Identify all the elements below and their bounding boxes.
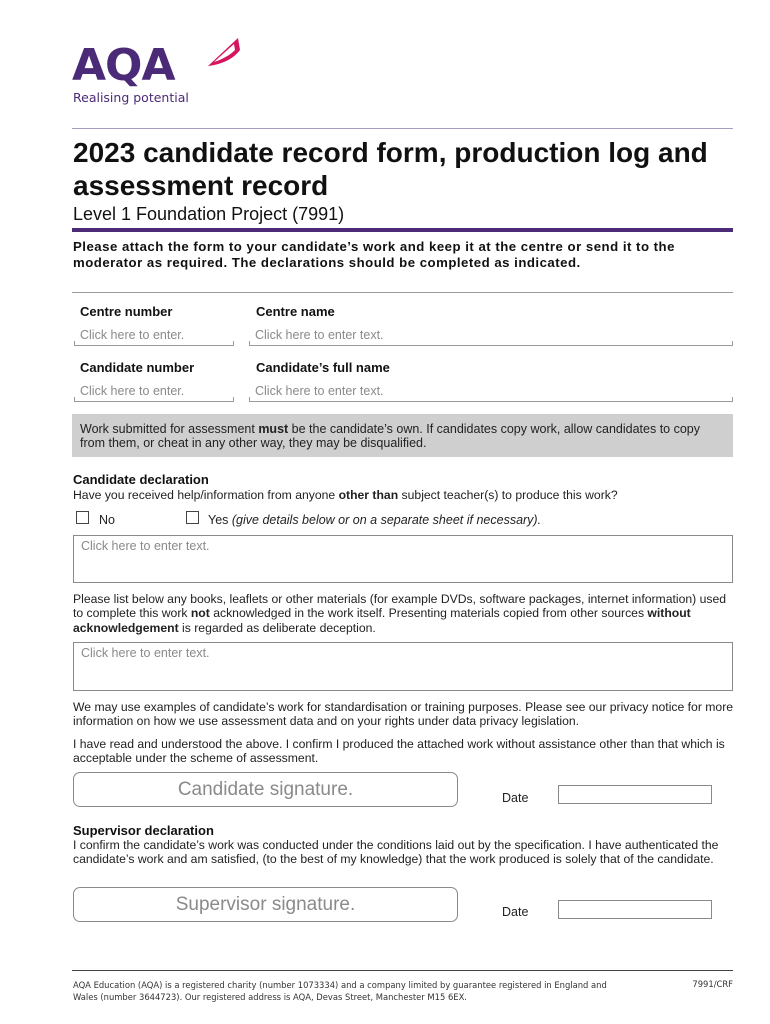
supervisor-date-field[interactable]: [558, 900, 712, 919]
ownership-notice: Work submitted for assessment must be the candidate’s own. If candidates copy work, allow candidates to copy from them, or cheat in any other way, they may be disqualified.: [72, 414, 733, 457]
candidate-number-field[interactable]: Click here to enter.: [74, 382, 234, 402]
form-code: 7991/CRF: [692, 979, 733, 989]
title-divider: [72, 228, 733, 232]
supervisor-declaration-text: I confirm the candidate’s work was conducted under the conditions laid out by the specification. I have authenticated the candidate’s work and am satisfied, (to the best of my knowledge) that the work produced is solely that of the candidate.: [73, 838, 719, 867]
footer-legal-text: AQA Education (AQA) is a registered charity (number 1073334) and a company limited by guarantee registered in England and Wales (number 3644723). Our registered address is AQA, Devas Street, Manchester M15 6EX.: [73, 980, 607, 1002]
candidate-declaration-heading: Candidate declaration: [73, 472, 209, 487]
logo-tagline: Realising potential: [73, 90, 189, 105]
no-checkbox[interactable]: [76, 511, 89, 524]
footer-divider: [72, 970, 733, 971]
candidate-signature-field[interactable]: Candidate signature.: [73, 772, 458, 807]
supervisor-signature-field[interactable]: Supervisor signature.: [73, 887, 458, 922]
privacy-text: We may use examples of candidate’s work for standardisation or training purposes. Please see our privacy notice for more information on how we use assessment data and on your rights under data privacy legislation.: [73, 700, 734, 729]
page-title: 2023 candidate record form, production log and assessment record: [73, 137, 708, 201]
centre-name-label: Centre name: [256, 304, 335, 319]
header-divider: [72, 128, 733, 129]
help-question: Have you received help/information from anyone other than subject teacher(s) to produce this work?: [73, 488, 618, 502]
candidate-number-label: Candidate number: [80, 360, 195, 375]
candidate-full-name-field[interactable]: Click here to enter text.: [249, 382, 733, 402]
instruction-divider: [72, 292, 733, 293]
no-label: No: [99, 513, 115, 527]
instruction-text: Please attach the form to your candidate’s work and keep it at the centre or send it to the moderator as required. The declarations should be completed as indicated.: [73, 239, 675, 270]
centre-name-field[interactable]: Click here to enter text.: [249, 326, 733, 346]
candidate-date-field[interactable]: [558, 785, 712, 804]
yes-checkbox[interactable]: [186, 511, 199, 524]
logo-swoosh-icon: [204, 36, 242, 70]
yes-label: Yes (give details below or on a separate sheet if necessary).: [208, 513, 542, 527]
centre-number-field[interactable]: Click here to enter.: [74, 326, 234, 346]
materials-text: Please list below any books, leaflets or other materials (for example DVDs, software packages, internet information) used to complete this work not acknowledged in the work itself. Presenting materials copied from other sources without acknowledgement is regarded as deliberate deception.: [73, 592, 727, 635]
logo-wordmark: AQA: [72, 40, 175, 91]
aqa-logo: [72, 36, 242, 106]
materials-input[interactable]: Click here to enter text.: [73, 642, 733, 691]
help-details-input[interactable]: Click here to enter text.: [73, 535, 733, 583]
supervisor-declaration-heading: Supervisor declaration: [73, 823, 214, 838]
candidate-full-name-label: Candidate’s full name: [256, 360, 390, 375]
page-subtitle: Level 1 Foundation Project (7991): [73, 204, 345, 224]
supervisor-date-label: Date: [502, 905, 529, 919]
candidate-date-label: Date: [502, 791, 529, 805]
centre-number-label: Centre number: [80, 304, 173, 319]
confirmation-text: I have read and understood the above. I confirm I produced the attached work without assistance other than that which is acceptable under the scheme of assessment.: [73, 737, 725, 766]
